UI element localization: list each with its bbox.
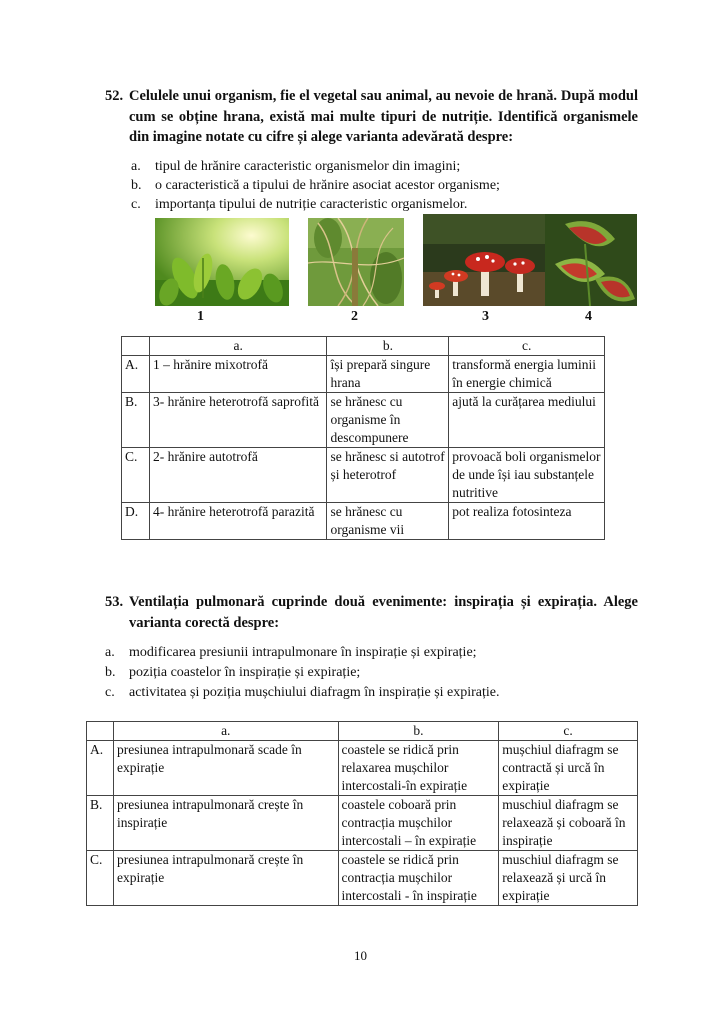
image-label-2: 2	[351, 309, 358, 324]
parasitic-plant-image	[308, 218, 404, 306]
table-row: D. 4- hrănire heterotrofă parazită se hrănesc cu organisme vii pot realiza fotosinteza	[122, 503, 605, 540]
q53-answer-table	[86, 721, 638, 906]
plant-leaves-image	[155, 218, 289, 306]
question-52-title	[105, 86, 638, 148]
image-label-1: 1	[197, 309, 204, 324]
question-52-number: 52.	[105, 88, 124, 104]
q53-option-b: b. poziția coastelor în inspirație și expirație;	[105, 665, 361, 680]
table-header-row: a. b. c.	[87, 722, 638, 741]
page-number: 10	[354, 948, 367, 963]
q53-option-c: c. activitatea și poziția mușchiului diafragm în inspirație și expirație.	[105, 685, 500, 700]
question-52-text: Celulele unui organism, fie el vegetal sau animal, au nevoie de hrană. După modul cum se obține hrana, există mai multe tipuri de nutriție. Identifică organismele din imagine notate cu cifre și alege varianta adevărată despre:	[129, 88, 638, 145]
question-53-title	[105, 592, 638, 633]
table-header-row: a. b. c.	[122, 337, 605, 356]
table-row: A. presiunea intrapulmonară scade în expirație coastele se ridică prin relaxarea mușchilor intercostali-în expirație mușchiul diafragm se contractă și urcă în expirație	[87, 741, 638, 796]
q52-option-b: b. o caracteristică a tipului de hrănire asociat acestor organisme;	[131, 178, 500, 193]
table-row: B. 3- hrănire heterotrofă saprofită se hrănesc cu organisme în descompunere ajută la curățarea mediului	[122, 393, 605, 448]
mushroom-image	[423, 214, 545, 306]
question-53-text: Ventilația pulmonară cuprinde două evenimente: inspirația și expirația. Alege varianta corectă despre:	[129, 594, 638, 631]
table-row: C. presiunea intrapulmonară crește în expirație coastele se ridică prin contracția mușchilor intercostali - în inspirație muschiul diafragm se relaxează și urcă în expirație	[87, 851, 638, 906]
carnivorous-plant-image	[545, 214, 637, 306]
question-53-number: 53.	[105, 594, 124, 610]
q52-answer-table	[121, 336, 605, 540]
image-label-4: 4	[585, 309, 592, 324]
q52-option-c: c. importanța tipului de nutriție caracteristic organismelor.	[131, 197, 468, 212]
q53-option-a: a. modificarea presiunii intrapulmonare în inspirație și expirație;	[105, 645, 477, 660]
table-row: B. presiunea intrapulmonară crește în inspirație coastele coboară prin contracția mușchilor intercostali – în expirație muschiul diafragm se relaxează și coboară în inspirație	[87, 796, 638, 851]
q52-option-a: a. tipul de hrănire caracteristic organismelor din imagini;	[131, 159, 461, 174]
image-label-3: 3	[482, 309, 489, 324]
table-row: C. 2- hrănire autotrofă se hrănesc si autotrof și heterotrof provoacă boli organismelor de unde își iau substanțele nutritive	[122, 448, 605, 503]
table-row: A. 1 – hrănire mixotrofă își prepară singure hrana transformă energia luminii în energie chimică	[122, 356, 605, 393]
